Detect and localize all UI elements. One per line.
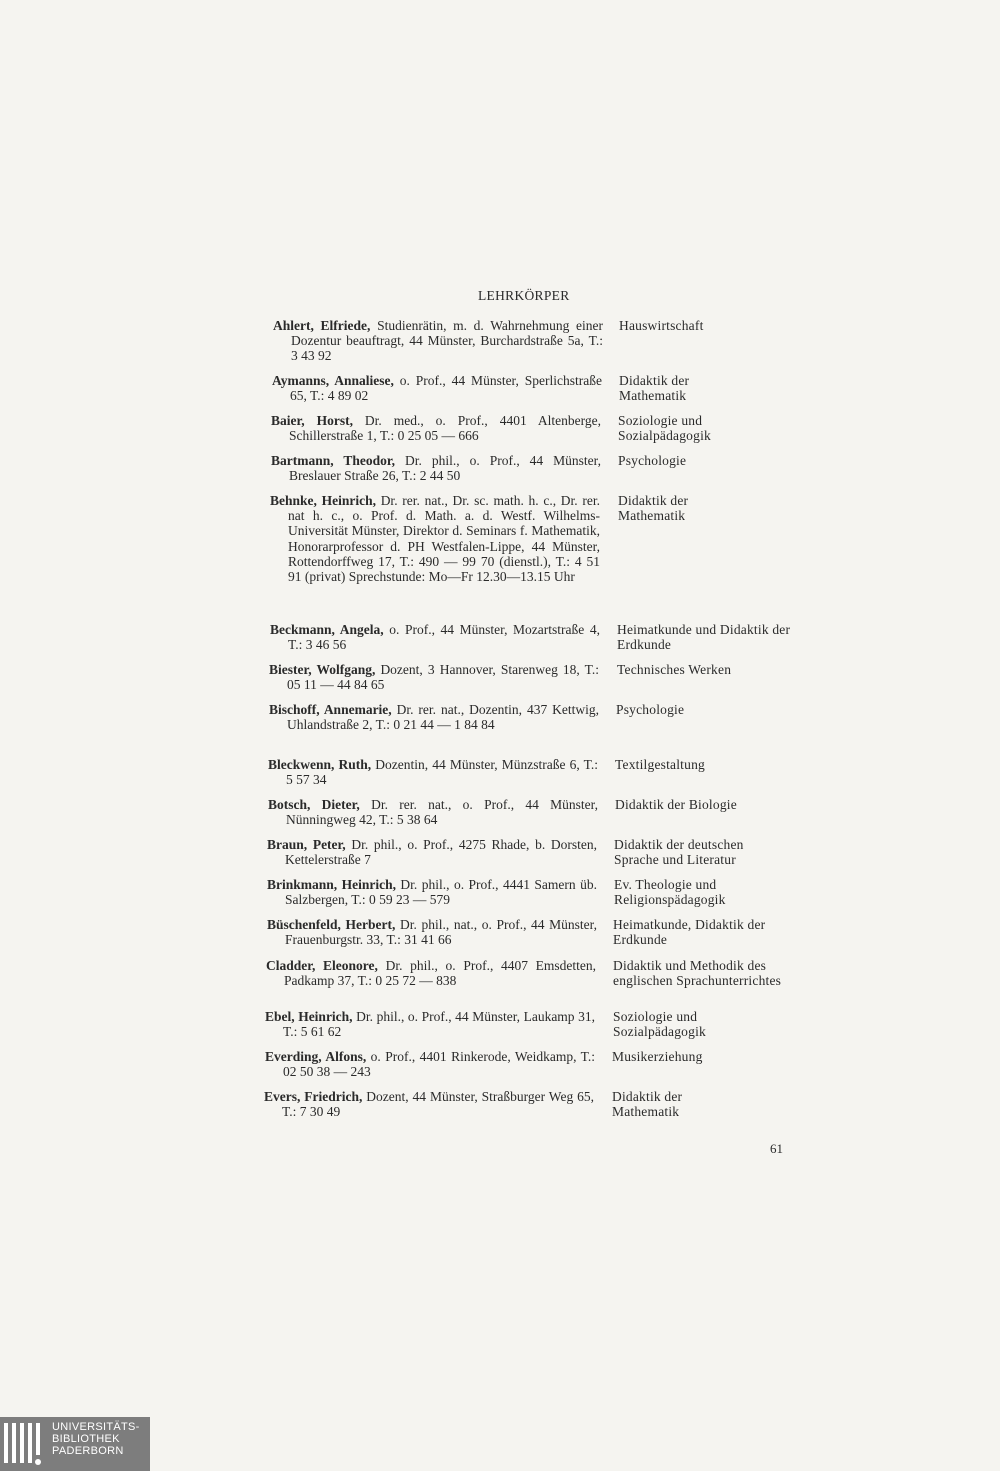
person-entry: [267, 917, 597, 947]
person-details: Dr. rer. nat., Dozentin, 437 Kettwig, Uhlandstraße 2, T.: 0 21 44 — 1 84 84: [287, 702, 599, 733]
person-details: o. Prof., 4401 Rinkerode, Weidkamp, T.: 02 50 38 — 243: [283, 1049, 596, 1080]
person-details: Dozent, 44 Münster, Straßburger Weg 65, T.: 7 30 49: [282, 1089, 594, 1120]
person-details: Dr. phil., o. Prof., 4407 Emsdetten, Padkamp 37, T.: 0 25 72 — 838: [284, 958, 596, 989]
library-name: [52, 1421, 140, 1457]
person-entry: [271, 413, 601, 443]
subject: Didaktik der deutschen Sprache und Literatur: [614, 837, 744, 868]
person-name: Ahlert, Elfriede,: [273, 318, 371, 333]
subject: Musikerziehung: [612, 1049, 703, 1064]
person-name: Beckmann, Angela,: [270, 622, 384, 637]
person-details: Dr. phil., o. Prof., 4275 Rhade, b. Dorsten, Kettelerstraße 7: [285, 837, 598, 868]
subject: Heimatkunde und Didaktik der Erdkunde: [617, 622, 791, 653]
person-name: Baier, Horst,: [271, 413, 353, 428]
person-name: Braun, Peter,: [267, 837, 346, 852]
person-name: Biester, Wolfgang,: [269, 662, 376, 677]
person-name: Büschenfeld, Herbert,: [267, 917, 396, 932]
person-name: Cladder, Eleonore,: [266, 958, 378, 973]
person-name: Aymanns, Annaliese,: [272, 373, 394, 388]
subject: Didaktik und Methodik des englischen Sprachunterrichtes: [613, 958, 782, 989]
person-name: Ebel, Heinrich,: [265, 1009, 353, 1024]
library-name-line: PADERBORN: [52, 1445, 124, 1457]
person-details: Dr. rer. nat., Dr. sc. math. h. c., Dr. rer. nat h. c., o. Prof. d. Math. a. d. Westf. Wilhelms-Universität Münster, Direktor d. Seminars f. Mathematik, Honorarprofessor d. PH Westfalen-Lippe, 44 Münster, Rottendorffweg 17, T.: 490 — 99 70 (dienstl.), T.: 4 51 91 (privat) Sprechstunde: Mo—Fr 12.30—13.15 Uhr: [288, 493, 601, 585]
person-entry: [267, 837, 597, 867]
person-entry: [268, 757, 598, 787]
person-entry: [271, 453, 601, 483]
person-details: Dozent, 3 Hannover, Starenweg 18, T.: 05 11 — 44 84 65: [287, 662, 600, 693]
subject: Soziologie und Sozialpädagogik: [613, 1009, 706, 1040]
person-entry: [270, 493, 600, 584]
library-bars-icon: [4, 1421, 44, 1467]
person-entry: [268, 797, 598, 827]
person-details: Dr. phil., o. Prof., 44 Münster, Breslauer Straße 26, T.: 2 44 50: [289, 453, 601, 484]
library-logo: [0, 1417, 150, 1471]
person-name: Evers, Friedrich,: [264, 1089, 363, 1104]
subject: Didaktik der Mathematik: [618, 493, 689, 524]
page-number: 61: [770, 1141, 783, 1156]
person-name: Behnke, Heinrich,: [270, 493, 376, 508]
person-details: Dozentin, 44 Münster, Münzstraße 6, T.: 5 57 34: [286, 757, 599, 788]
subject: Didaktik der Biologie: [615, 797, 737, 812]
person-details: Dr. phil., o. Prof., 4441 Samern üb. Salzbergen, T.: 0 59 23 — 579: [285, 877, 597, 908]
person-entry: [265, 1049, 595, 1079]
person-name: Bleckwenn, Ruth,: [268, 757, 372, 772]
person-name: Brinkmann, Heinrich,: [267, 877, 396, 892]
person-entry: [269, 702, 599, 732]
person-details: Dr. rer. nat., o. Prof., 44 Münster, Nünningweg 42, T.: 5 38 64: [286, 797, 598, 828]
person-entry: [267, 877, 597, 907]
person-entry: [264, 1089, 594, 1119]
subject: Technisches Werken: [617, 662, 732, 677]
person-name: Everding, Alfons,: [265, 1049, 367, 1064]
person-name: Bischoff, Annemarie,: [269, 702, 392, 717]
person-entry: [272, 373, 602, 403]
subject: Hauswirtschaft: [619, 318, 704, 333]
person-details: Studienrätin, m. d. Wahrnehmung einer Dozentur beauftragt, 44 Münster, Burchardstraße 5a, T.: 3 43 92: [291, 318, 603, 364]
person-entry: [269, 662, 599, 692]
page-heading: LEHRKÖRPER: [478, 288, 570, 303]
library-name-line: UNIVERSITÄTS-: [52, 1421, 140, 1433]
subject: Textilgestaltung: [615, 757, 705, 772]
subject: Psychologie: [618, 453, 687, 468]
person-entry: [270, 622, 600, 652]
person-details: Dr. med., o. Prof., 4401 Altenberge, Schillerstraße 1, T.: 0 25 05 — 666: [289, 413, 601, 444]
person-entry: [266, 958, 596, 988]
subject: Didaktik der Mathematik: [612, 1089, 683, 1120]
person-name: Bartmann, Theodor,: [271, 453, 396, 468]
subject: Soziologie und Sozialpädagogik: [618, 413, 711, 444]
person-entry: [265, 1009, 595, 1039]
person-name: Botsch, Dieter,: [268, 797, 360, 812]
subject: Didaktik der Mathematik: [619, 373, 690, 404]
subject: Psychologie: [616, 702, 685, 717]
subject: Heimatkunde, Didaktik der Erdkunde: [613, 917, 766, 948]
person-details: o. Prof., 44 Münster, Sperlichstraße 65, T.: 4 89 02: [290, 373, 602, 404]
subject: Ev. Theologie und Religionspädagogik: [614, 877, 726, 908]
person-details: o. Prof., 44 Münster, Mozartstraße 4, T.: 3 46 56: [288, 622, 600, 653]
library-name-line: BIBLIOTHEK: [52, 1433, 120, 1445]
person-details: Dr. phil., nat., o. Prof., 44 Münster, Frauenburgstr. 33, T.: 31 41 66: [285, 917, 597, 948]
person-details: Dr. phil., o. Prof., 44 Münster, Laukamp 31, T.: 5 61 62: [283, 1009, 595, 1040]
person-entry: [273, 318, 603, 364]
